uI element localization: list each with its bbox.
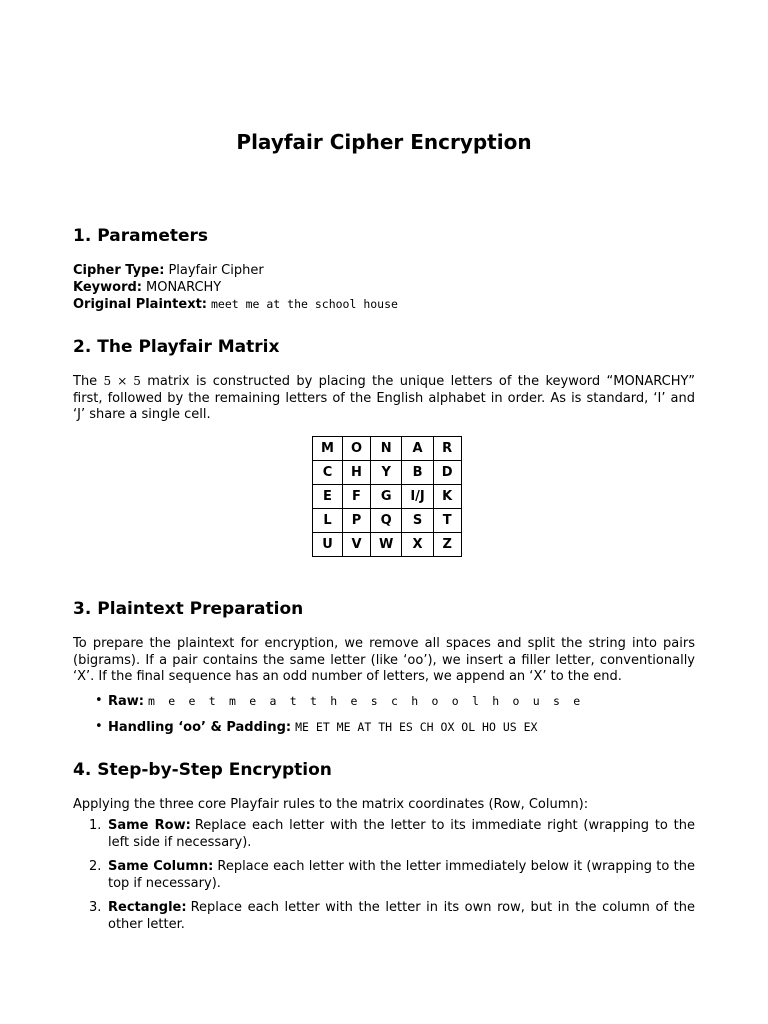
matrix-row (313, 485, 462, 509)
raw-letters: m e e t m e a t t h e s c h o o l h o u s e (148, 694, 584, 708)
rule-text: Replace each letter with the letter in its own row, but in the column of the other letter. (108, 900, 695, 932)
rule-label: Same Row: (108, 818, 191, 833)
matrix-cell: U (313, 533, 343, 557)
matrix-cell: I/J (402, 485, 433, 509)
section-title: Parameters (97, 226, 209, 246)
matrix-cell: V (342, 533, 370, 557)
matrix-cell: N (371, 437, 402, 461)
encryption-intro: Applying the three core Playfair rules to the matrix coordinates (Row, Column): (73, 797, 589, 812)
section-title: The Playfair Matrix (97, 337, 280, 357)
matrix-cell: P (342, 509, 370, 533)
matrix-cell: H (342, 461, 370, 485)
matrix-cell: B (402, 461, 433, 485)
param-cipher-type (73, 262, 264, 279)
rule-text: Replace each letter with the letter to its immediate right (wrapping to the left side if necessary). (108, 818, 695, 850)
rule-number: 3. (89, 900, 102, 915)
matrix-row (313, 437, 462, 461)
rule-item (73, 818, 695, 851)
param-plaintext (73, 296, 398, 313)
matrix-row (313, 533, 462, 557)
matrix-cell: W (371, 533, 402, 557)
param-keyword (73, 279, 221, 296)
rule-label: Rectangle: (108, 900, 187, 915)
matrix-cell: E (313, 485, 343, 509)
param-label: Keyword: (73, 280, 142, 295)
matrix-cell: Z (433, 533, 461, 557)
section-heading-encryption (73, 760, 332, 780)
item-label: Handling ‘oo’ & Padding: (108, 720, 292, 735)
matrix-cell: Q (371, 509, 402, 533)
bigrams: ME ET ME AT TH ES CH OX OL HO US EX (295, 720, 538, 734)
matrix-cell: L (313, 509, 343, 533)
section-number: 2. (73, 337, 92, 357)
list-item-raw (95, 693, 583, 710)
section-heading-matrix (73, 337, 279, 357)
param-label: Original Plaintext: (73, 297, 207, 312)
param-value: Playfair Cipher (168, 263, 264, 278)
rule-item (73, 859, 695, 892)
list-item-handling (95, 719, 583, 736)
matrix-cell: C (313, 461, 343, 485)
matrix-row (313, 509, 462, 533)
section-number: 1. (73, 226, 92, 246)
para-text: matrix is constructed by placing the unique letters of the keyword “MONARCHY” first, followed by the remaining letters of the English alphabet in order. As is standard, ‘I’ and ‘J’ share a single cell. (73, 374, 695, 422)
rule-label: Same Column: (108, 859, 214, 874)
matrix-cell: O (342, 437, 370, 461)
rule-text: Replace each letter with the letter immediately below it (wrapping to the top if necessary). (108, 859, 695, 891)
section-number: 3. (73, 599, 92, 619)
item-label: Raw: (108, 694, 144, 709)
rule-number: 1. (89, 818, 102, 833)
matrix-cell: T (433, 509, 461, 533)
matrix-cell: M (313, 437, 343, 461)
matrix-description (73, 373, 695, 424)
matrix-cell: F (342, 485, 370, 509)
matrix-cell: R (433, 437, 461, 461)
section-title: Step-by-Step Encryption (97, 760, 332, 780)
matrix-cell: S (402, 509, 433, 533)
param-value: MONARCHY (146, 280, 222, 295)
encryption-rules (73, 818, 695, 941)
matrix-size: 5 × 5 (103, 374, 141, 388)
matrix-cell: Y (371, 461, 402, 485)
para-text: The (73, 374, 98, 389)
matrix-cell: G (371, 485, 402, 509)
preparation-paragraph: To prepare the plaintext for encryption, we remove all spaces and split the string into pairs (bigrams). If a pair contains the same letter (like ‘oo’), we insert a filler letter, conventionally ‘X’. If the final sequence has an odd number of letters, we append an ‘X’ to the end. (73, 636, 695, 684)
page-title: Playfair Cipher Encryption (236, 130, 532, 154)
rule-number: 2. (89, 859, 102, 874)
matrix-cell: A (402, 437, 433, 461)
section-title: Plaintext Preparation (97, 599, 304, 619)
param-label: Cipher Type: (73, 263, 165, 278)
rule-item (73, 900, 695, 933)
matrix-row (313, 461, 462, 485)
matrix-cell: K (433, 485, 461, 509)
matrix-cell: D (433, 461, 461, 485)
section-heading-parameters (73, 226, 208, 246)
preparation-list (95, 693, 583, 745)
matrix-cell: X (402, 533, 433, 557)
section-number: 4. (73, 760, 92, 780)
playfair-matrix (312, 436, 462, 557)
section-heading-preparation (73, 599, 303, 619)
param-value: meet me at the school house (211, 297, 398, 311)
